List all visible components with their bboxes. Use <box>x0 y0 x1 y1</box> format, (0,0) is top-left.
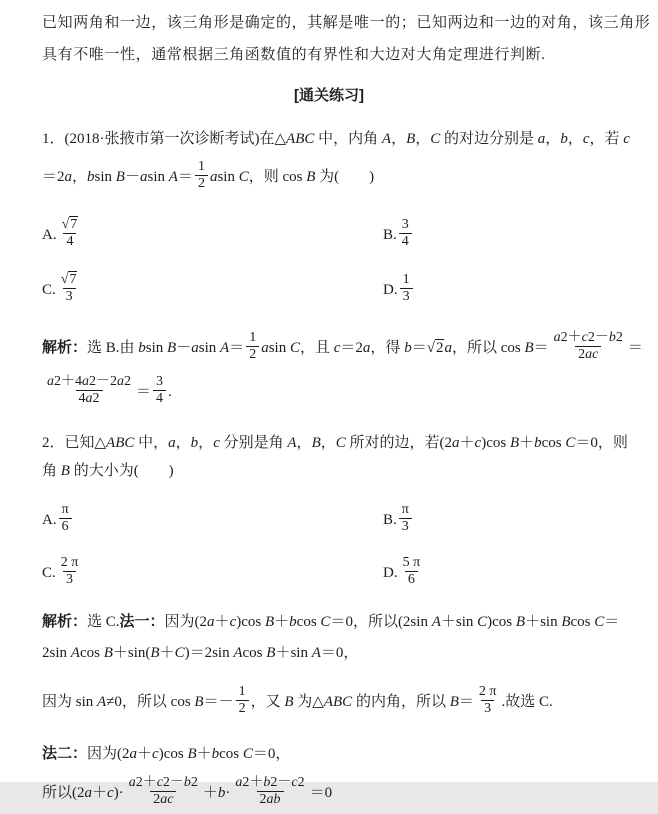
question-2-option-b: B. $\frac{\pi}{3}$ <box>383 500 414 540</box>
question-1-analysis-line-2: $\frac{a2+4a2-2a2}{4a2}$ ＝ $\frac{3}{4}$ . <box>42 371 628 413</box>
radicand: 7 <box>70 217 78 233</box>
fraction: $\frac{5 \pi}{6}$ <box>402 555 421 588</box>
question-2-option-d: D. $\frac{5 \pi}{6}$ <box>383 553 425 593</box>
fraction: $\frac{a2+4a2-2a2}{4a2}$ <box>47 374 131 407</box>
radical-sign-icon: √ <box>61 217 70 233</box>
radicand: 2 <box>435 340 444 356</box>
fraction: $\frac{1}{2}$ <box>195 159 208 192</box>
intro-line-1: 已知两角和一边，该三角形是确定的，其解是唯一的；已知两边和一边的对角，该三角形 <box>42 15 651 31</box>
question-2-analysis-line-1: 解析：选 C.法一：因为(2a＋c)cos B＋bcos C＝0，所以(2sin A＋sin C)cos B＋sin Bcos C＝ <box>42 613 620 630</box>
fraction: $\frac{1}{2}$ <box>246 330 259 363</box>
question-1-option-c: C. $\frac{√7}{3}$ <box>42 270 82 310</box>
question-1-option-b: B. $\frac{3}{4}$ <box>383 215 414 255</box>
question-2-method-2-line: 法二：因为(2a＋c)cos B＋bcos C＝0， <box>42 745 291 762</box>
fraction: $\frac{a2+c2-b2}{2ac}$ <box>128 775 198 808</box>
question-1-option-a: A. $\frac{√7}{4}$ <box>42 215 83 255</box>
question-1-stem-line-2: ＝2a，bsin B－asin A＝ $\frac{1}{2}$ asin C，则 cos B 为( ) <box>42 159 375 192</box>
question-2-cutoff-formula-line: 所以(2a＋c)· $\frac{a2+c2-b2}{2ac}$ ＋b· $\frac{a2+b2-c2}{2ab}$ ＝0 <box>42 775 333 808</box>
fraction: $\frac{1}{2}$ <box>236 684 249 717</box>
question-1-option-d: D. $\frac{1}{3}$ <box>383 270 415 310</box>
question-1-analysis-line-1: 解析：选 B.由 bsin B－asin A＝ $\frac{1}{2}$ asin C，且 c＝2a，得 b＝√2a，所以 cos B＝ $\frac{a2+c2-b2}{2ac}$ ＝ <box>42 330 643 363</box>
question-2-analysis-line-2: 2sin Acos B＋sin(B＋C)＝2sin Acos B＋sin A＝0， <box>42 645 359 661</box>
question-2-option-c: C. $\frac{2 \pi}{3}$ <box>42 553 83 593</box>
fraction: $\frac{2 \pi}{3}$ <box>60 555 79 588</box>
fraction: $\frac{√7}{3}$ <box>60 272 77 305</box>
fraction: $\frac{2 \pi}{3}$ <box>478 684 497 717</box>
fraction: $\frac{3}{4}$ <box>153 374 166 407</box>
radical-sign-icon: √ <box>60 272 69 288</box>
radicand: 7 <box>69 272 77 288</box>
fraction: $\frac{3}{4}$ <box>399 217 412 250</box>
question-1-stem-line-1: 1．(2018·张掖市第一次诊断考试)在△ABC 中，内角 A，B，C 的对边分别是 a，b，c，若 c <box>42 131 630 147</box>
fraction: $\frac{\pi}{3}$ <box>399 502 412 535</box>
question-2-option-a: A. $\frac{\pi}{6}$ <box>42 500 74 540</box>
question-2-analysis-line-3: 因为 sin A≠0，所以 cos B＝－ $\frac{1}{2}$ ，又 B 为△ABC 的内角，所以 B＝ $\frac{2 \pi}{3}$ .故选 C. <box>42 684 553 717</box>
fraction: $\frac{1}{3}$ <box>400 272 413 305</box>
fraction: $\frac{√7}{4}$ <box>61 217 78 250</box>
section-header: [通关练习] <box>294 87 364 104</box>
radical-sign-icon: √ <box>426 340 435 356</box>
question-2-stem-line-1: 2．已知△ABC 中，a，b，c 分别是角 A，B，C 所对的边，若(2a＋c)cos B＋bcos C＝0，则 <box>42 435 628 451</box>
fraction: $\frac{a2+b2-c2}{2ab}$ <box>235 775 305 808</box>
fraction: $\frac{a2+c2-b2}{2ac}$ <box>553 330 623 363</box>
question-2-stem-line-2: 角 B 的大小为( ) <box>42 463 174 479</box>
intro-line-2: 具有不唯一性，通常根据三角函数值的有界性和大边对大角定理进行判断. <box>42 47 546 63</box>
fraction: $\frac{\pi}{6}$ <box>59 502 72 535</box>
